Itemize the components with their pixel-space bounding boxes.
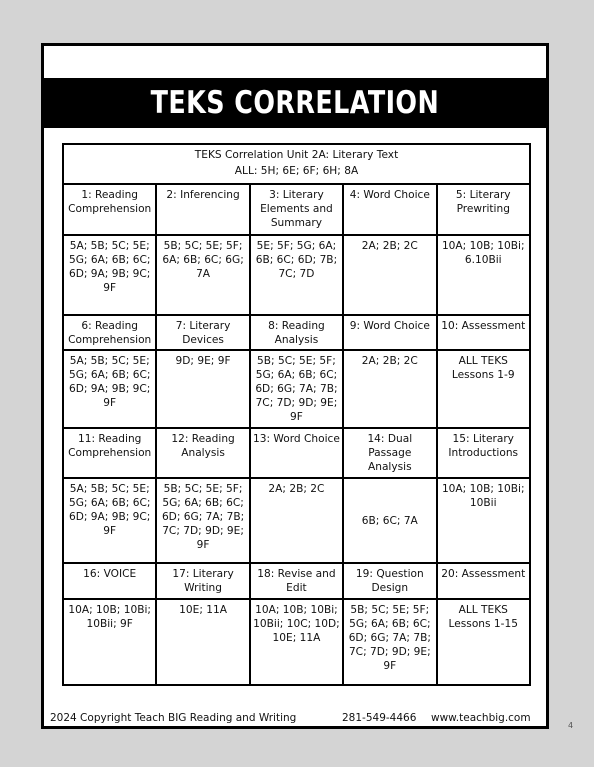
teks-cell: 5A; 5B; 5C; 5E; 5G; 6A; 6B; 6C; 6D; 9A; 9B; 9C; 9F — [63, 478, 156, 563]
page-title: TEKS CORRELATION — [150, 85, 440, 121]
website-link: www.teachbig.com — [431, 712, 531, 724]
unit-title: TEKS Correlation Unit 2A: Literary Text — [194, 149, 399, 161]
teks-cell: 9D; 9E; 9F — [156, 350, 249, 428]
lesson-cell: 14: Dual Passage Analysis — [343, 428, 436, 478]
teks-cell: 5A; 5B; 5C; 5E; 5G; 6A; 6B; 6C; 6D; 9A; 9B; 9C; 9F — [63, 350, 156, 428]
teks-cell: 10A; 10B; 10Bi; 10Bii; 10C; 10D; 10E; 11A — [250, 599, 343, 685]
lesson-cell: 7: Literary Devices — [156, 315, 249, 350]
lesson-cell: 13: Word Choice — [250, 428, 343, 478]
teks-row — [63, 478, 530, 563]
teks-cell: ALL TEKS Lessons 1-15 — [437, 599, 531, 685]
lesson-cell: 18: Revise and Edit — [250, 563, 343, 599]
lesson-cell: 19: Question Design — [343, 563, 436, 599]
lesson-row — [63, 428, 530, 478]
teks-cell: 6B; 6C; 7A — [343, 478, 436, 563]
lesson-cell: 9: Word Choice — [343, 315, 436, 350]
lesson-cell: 2: Inferencing — [156, 184, 249, 235]
teks-cell: 5A; 5B; 5C; 5E; 5G; 6A; 6B; 6C; 6D; 9A; 9B; 9C; 9F — [63, 235, 156, 315]
lesson-cell: 10: Assessment — [437, 315, 531, 350]
teks-cell: 2A; 2B; 2C — [343, 235, 436, 315]
teks-cell: 5B; 5C; 5E; 5F; 5G; 6A; 6B; 6C; 6D; 6G; 7A; 7B; 7C; 7D; 9D; 9E; 9F — [343, 599, 436, 685]
teks-cell: 5B; 5C; 5E; 5F; 5G; 6A; 6B; 6C; 6D; 6G; 7A; 7B; 7C; 7D; 9D; 9E; 9F — [250, 350, 343, 428]
teks-cell: 10A; 10B; 10Bi; 10Bii; 9F — [63, 599, 156, 685]
teks-row — [63, 235, 530, 315]
teks-cell: 5E; 5F; 5G; 6A; 6B; 6C; 6D; 7B; 7C; 7D — [250, 235, 343, 315]
lesson-cell: 17: Literary Writing — [156, 563, 249, 599]
lesson-row — [63, 184, 530, 235]
lesson-cell: 4: Word Choice — [343, 184, 436, 235]
teks-cell: 2A; 2B; 2C — [343, 350, 436, 428]
lesson-cell: 12: Reading Analysis — [156, 428, 249, 478]
all-teks-line: ALL: 5H; 6E; 6F; 6H; 8A — [234, 165, 359, 177]
phone-number: 281-549-4466 — [342, 712, 417, 724]
lesson-cell: 11: Reading Comprehension — [63, 428, 156, 478]
copyright-text: 2024 Copyright Teach BIG Reading and Writing — [50, 712, 297, 724]
teks-cell: 5B; 5C; 5E; 5F; 5G; 6A; 6B; 6C; 6D; 6G; 7A; 7B; 7C; 7D; 9D; 9E; 9F — [156, 478, 249, 563]
lesson-cell: 6: Reading Comprehension — [63, 315, 156, 350]
lesson-cell: 15: Literary Introductions — [437, 428, 531, 478]
teks-cell: 10A; 10B; 10Bi; 6.10Bii — [437, 235, 531, 315]
title-banner — [44, 78, 546, 128]
lesson-cell: 3: Literary Elements and Summary — [250, 184, 343, 235]
page-number: 4 — [568, 721, 574, 730]
lesson-cell: 16: VOICE — [63, 563, 156, 599]
lesson-row — [63, 563, 530, 599]
teks-cell: 5B; 5C; 5E; 5F; 6A; 6B; 6C; 6G; 7A — [156, 235, 249, 315]
document-page — [41, 43, 549, 729]
table-header-row — [63, 144, 530, 184]
lesson-row — [63, 315, 530, 350]
teks-cell: 10A; 10B; 10Bi; 10Bii — [437, 478, 531, 563]
lesson-cell: 5: Literary Prewriting — [437, 184, 531, 235]
teks-cell: 2A; 2B; 2C — [250, 478, 343, 563]
teks-row — [63, 599, 530, 685]
teks-row — [63, 350, 530, 428]
lesson-cell: 1: Reading Comprehension — [63, 184, 156, 235]
teks-cell: ALL TEKS Lessons 1-9 — [437, 350, 531, 428]
table-header-cell — [63, 144, 530, 184]
lesson-cell: 8: Reading Analysis — [250, 315, 343, 350]
lesson-cell: 20: Assessment — [437, 563, 531, 599]
teks-cell: 10E; 11A — [156, 599, 249, 685]
teks-correlation-table — [62, 143, 531, 686]
